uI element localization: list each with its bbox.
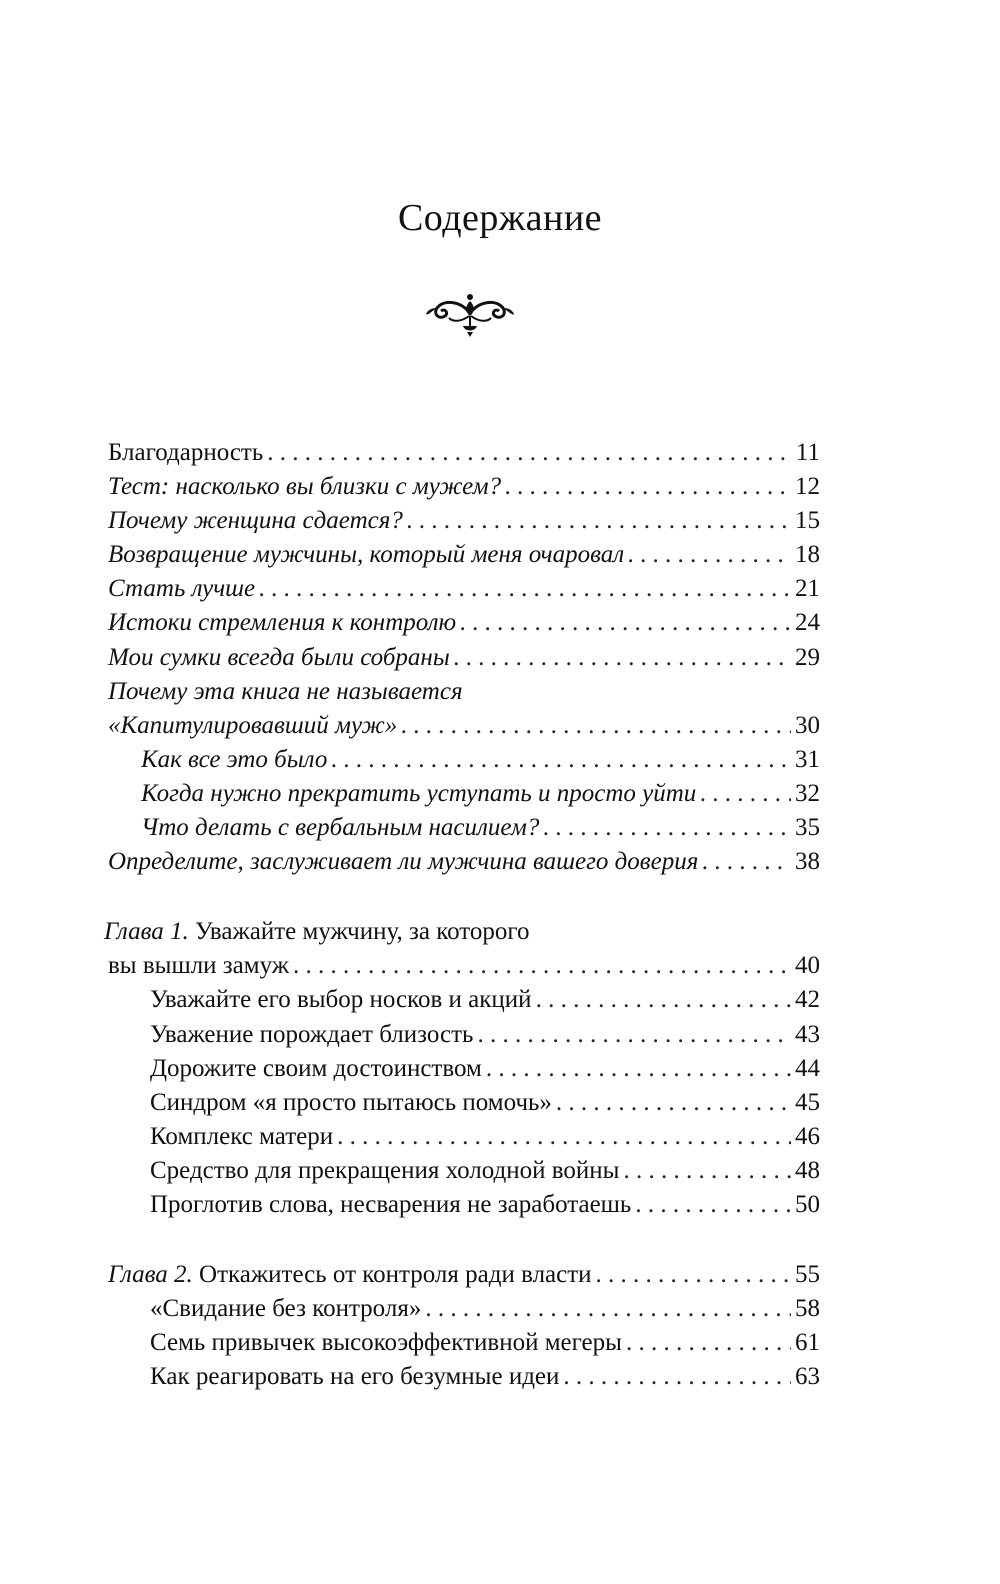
toc-entry-label: «Капитулировавший муж» — [108, 711, 398, 739]
toc-entry-page: 15 — [795, 507, 820, 535]
toc-entry[interactable] — [108, 641, 820, 675]
dot-leader — [626, 1326, 791, 1360]
toc-entry-page: 55 — [795, 1261, 820, 1289]
toc-entry-label: Средство для прекращения холодной войны — [150, 1156, 620, 1184]
toc-entry-page: 44 — [795, 1054, 820, 1082]
toc-subentry[interactable] — [108, 1292, 820, 1326]
toc-entry[interactable] — [108, 606, 820, 640]
toc-subentry[interactable] — [108, 1018, 820, 1052]
toc-entry-line1[interactable]: Почему эта книга не называется — [108, 677, 463, 705]
toc-entry-label: Когда нужно прекратить уступать и просто уйти — [141, 779, 697, 807]
toc-entry-page: 24 — [795, 609, 820, 637]
dot-leader — [477, 1018, 791, 1052]
toc-entry-label: Комплекс матери — [150, 1122, 334, 1150]
dot-leader — [293, 949, 791, 983]
toc-entry-page: 50 — [795, 1190, 820, 1218]
chapter-title: Уважайте мужчину, за которого — [195, 918, 530, 946]
toc-subentry[interactable] — [108, 1188, 820, 1222]
dot-leader — [425, 1292, 791, 1326]
toc-entry-page: 46 — [795, 1122, 820, 1150]
toc-subentry[interactable] — [108, 1052, 820, 1086]
table-of-contents — [104, 436, 820, 1394]
toc-entry-page: 35 — [795, 814, 820, 842]
toc-entry[interactable] — [108, 845, 820, 879]
dot-leader — [407, 504, 791, 538]
toc-entry-page: 45 — [795, 1088, 820, 1116]
dot-leader — [337, 1120, 791, 1154]
toc-subentry[interactable] — [108, 1154, 820, 1188]
toc-subentry[interactable] — [108, 811, 820, 845]
toc-entry-page: 29 — [795, 643, 820, 671]
dot-leader — [556, 1086, 791, 1120]
toc-entry-label: Уважайте его выбор носков и акций — [150, 986, 532, 1014]
toc-entry-page: 11 — [795, 439, 820, 466]
toc-entry-page: 30 — [795, 711, 820, 739]
toc-entry-label: Мои сумки всегда были собраны — [108, 643, 450, 671]
toc-entry[interactable] — [108, 949, 820, 983]
toc-entry-page: 61 — [795, 1329, 820, 1357]
toc-entry[interactable] — [108, 470, 820, 504]
chapter-1-heading[interactable] — [104, 915, 820, 949]
floral-ornament-icon — [425, 292, 515, 338]
toc-entry-page: 42 — [795, 986, 820, 1014]
toc-subentry[interactable] — [108, 1086, 820, 1120]
toc-entry-page: 21 — [795, 575, 820, 603]
dot-leader — [700, 777, 791, 811]
toc-entry-label — [108, 1258, 592, 1292]
toc-entry[interactable] — [108, 436, 820, 470]
dot-leader — [486, 1052, 791, 1086]
toc-entry-label: Почему женщина сдается? — [108, 507, 403, 535]
toc-entry-label: Семь привычек высокоэффективной мегеры — [150, 1329, 622, 1357]
toc-entry-label: «Свидание без контроля» — [150, 1295, 422, 1323]
dot-leader — [505, 470, 791, 504]
toc-entry-page: 31 — [795, 745, 820, 773]
dot-leader — [623, 1154, 791, 1188]
toc-entry-page: 12 — [795, 473, 820, 501]
dot-leader — [536, 983, 791, 1017]
toc-entry-page: 40 — [795, 952, 820, 980]
toc-entry-page: 58 — [795, 1295, 820, 1323]
toc-subentry[interactable] — [108, 1326, 820, 1360]
toc-subentry[interactable] — [108, 1360, 820, 1394]
toc-subentry[interactable] — [108, 743, 820, 777]
toc-entry-label: Проглотив слова, несварения не заработаешь — [150, 1190, 632, 1218]
toc-entry[interactable] — [108, 572, 820, 606]
toc-entry-page: 43 — [795, 1020, 820, 1048]
toc-entry-label: Благодарность — [108, 439, 264, 466]
chapter-2-heading[interactable] — [108, 1258, 820, 1292]
dot-leader — [331, 743, 791, 777]
dot-leader — [267, 436, 792, 470]
toc-entry-label: Дорожите своим достоинством — [150, 1054, 482, 1082]
toc-entry-page: 32 — [795, 779, 820, 807]
toc-entry-page: 38 — [795, 848, 820, 876]
dot-leader — [702, 845, 791, 879]
toc-entry-label: Синдром «я просто пытаюсь помочь» — [150, 1088, 552, 1116]
toc-entry-label: Что делать с вербальным насилием? — [141, 814, 540, 842]
toc-entry-page: 18 — [795, 541, 820, 569]
page-title: Содержание — [397, 197, 603, 239]
dot-leader — [543, 811, 791, 845]
toc-subentry[interactable] — [108, 983, 820, 1017]
toc-entry-page: 63 — [795, 1363, 820, 1391]
toc-entry-label: Как реагировать на его безумные идеи — [150, 1363, 560, 1391]
dot-leader — [401, 709, 791, 743]
toc-entry-label: Тест: насколько вы близки с мужем? — [108, 473, 502, 501]
dot-leader — [563, 1360, 791, 1394]
toc-entry-label: Возвращение мужчины, который меня очаровал — [108, 541, 625, 569]
toc-entry-page: 48 — [795, 1156, 820, 1184]
dot-leader — [628, 538, 791, 572]
dot-leader — [596, 1258, 791, 1292]
dot-leader — [259, 572, 791, 606]
chapter-prefix: Глава 2. — [108, 1261, 193, 1289]
dot-leader — [460, 606, 791, 640]
dot-leader — [454, 641, 791, 675]
toc-entry[interactable] — [108, 504, 820, 538]
toc-entry[interactable] — [108, 538, 820, 572]
toc-entry-label: Как все это было — [141, 745, 328, 773]
toc-entry-label: вы вышли замуж — [108, 952, 290, 980]
chapter-title: Откажитесь от контроля ради власти — [199, 1261, 592, 1289]
toc-subentry[interactable] — [108, 777, 820, 811]
toc-entry-label: Истоки стремления к контролю — [108, 609, 457, 637]
toc-entry[interactable] — [108, 709, 820, 743]
toc-entry-label: Уважение порождает близость — [150, 1020, 474, 1048]
toc-entry-label: Определите, заслуживает ли мужчина вашего доверия — [108, 848, 699, 876]
toc-entry-label: Стать лучше — [108, 575, 256, 603]
toc-subentry[interactable] — [108, 1120, 820, 1154]
chapter-prefix: Глава 1. — [104, 918, 189, 946]
dot-leader — [635, 1188, 791, 1222]
